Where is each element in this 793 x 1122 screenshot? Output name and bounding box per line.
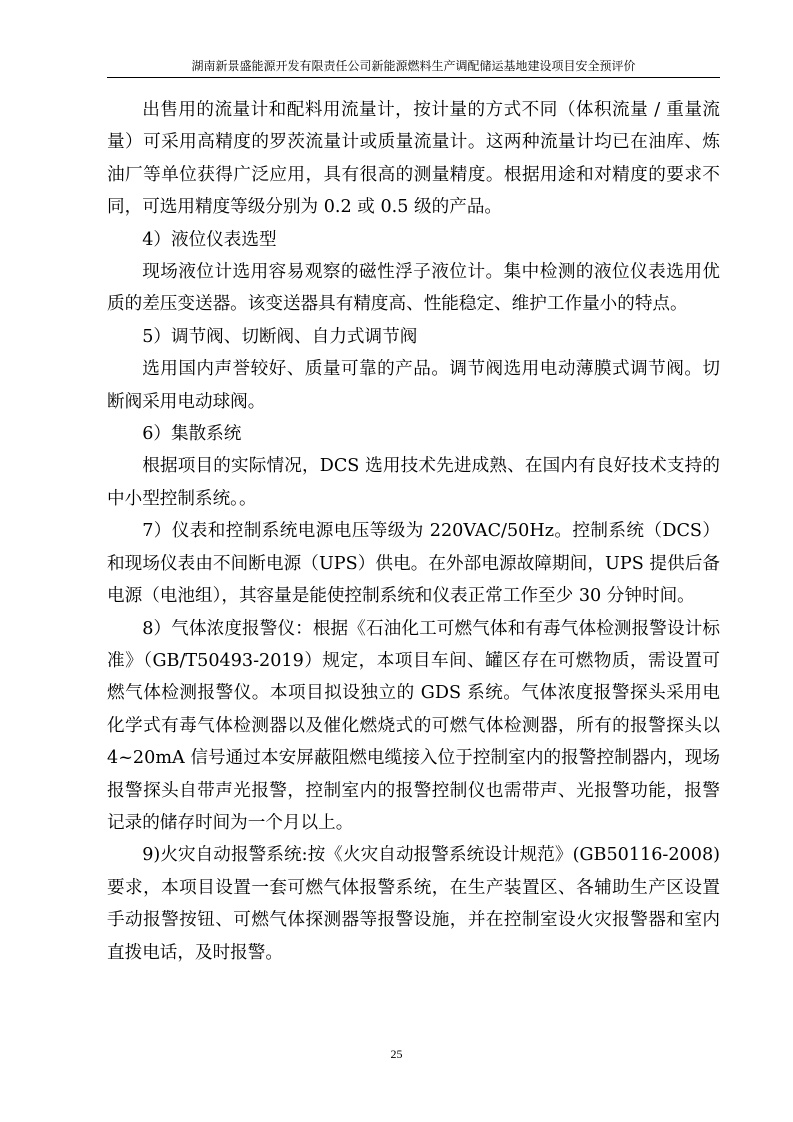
heading-valves: 5）调节阀、切断阀、自力式调节阀: [142, 326, 418, 347]
page-header-title: 湖南新景盛能源开发有限责任公司新能源燃料生产调配储运基地建设项目安全预评价: [191, 59, 636, 73]
paragraph-power-supply: 7）仪表和控制系统电源电压等级为 220VAC/50Hz。控制系统（DCS）和现场仪表由不间断电源（UPS）供电。在外部电源故障期间，UPS 提供后备电源（电池组），其容量是能使控制系统和仪表正常工作至少 30 分钟时间。: [107, 521, 720, 607]
paragraph-valves: 选用国内声誉较好、质量可靠的产品。调节阀选用电动薄膜式调节阀。切断阀采用电动球阀。: [107, 359, 720, 412]
heading-dcs: 6）集散系统: [142, 424, 242, 445]
page-number: 25: [390, 1047, 403, 1061]
paragraph-dcs: 根据项目的实际情况，DCS 选用技术先进成熟、在国内有良好技术支持的中小型控制系统。。: [107, 456, 720, 509]
heading-level-instrument: 4）液位仪表选型: [142, 229, 277, 250]
document-body: [107, 94, 720, 969]
paragraph-flowmeter: 出售用的流量计和配料用流量计，按计量的方式不同（体积流量 / 重量流量）可采用高精度的罗茨流量计或质量流量计。这两种流量计均已在油库、炼油厂等单位获得广泛应用，具有很高的测量精度。根据用途和对精度的要求不同，可选用精度等级分别为 0.2 或 0.5 级的产品。: [107, 100, 720, 218]
paragraph-gas-alarm: 8）气体浓度报警仪：根据《石油化工可燃气体和有毒气体检测报警设计标准》（GB/T50493-2019）规定，本项目车间、罐区存在可燃物质，需设置可燃气体检测报警仪。本项目拟设独立的 GDS 系统。气体浓度报警探头采用电化学式有毒气体检测器以及催化燃烧式的可燃气体检测器，所有的报警探头以 4~20mA 信号通过本安屏蔽阻燃电缆接入位于控制室内的报警控制器内，现场报警探头自带声光报警，控制室内的报警控制仪也需带声、光报警功能，报警记录的储存时间为一个月以上。: [107, 618, 720, 833]
paragraph-level-instrument: 现场液位计选用容易观察的磁性浮子液位计。集中检测的液位仪表选用优质的差压变送器。该变送器具有精度高、性能稳定、维护工作量小的特点。: [107, 262, 720, 315]
header-divider: [107, 77, 720, 78]
paragraph-fire-alarm: 9)火灾自动报警系统:按《火灾自动报警系统设计规范》(GB50116-2008)要求，本项目设置一套可燃气体报警系统，在生产装置区、各辅助生产区设置手动报警按钮、可燃气体探测器等报警设施，并在控制室设火灾报警器和室内直拨电话，及时报警。: [107, 845, 720, 963]
